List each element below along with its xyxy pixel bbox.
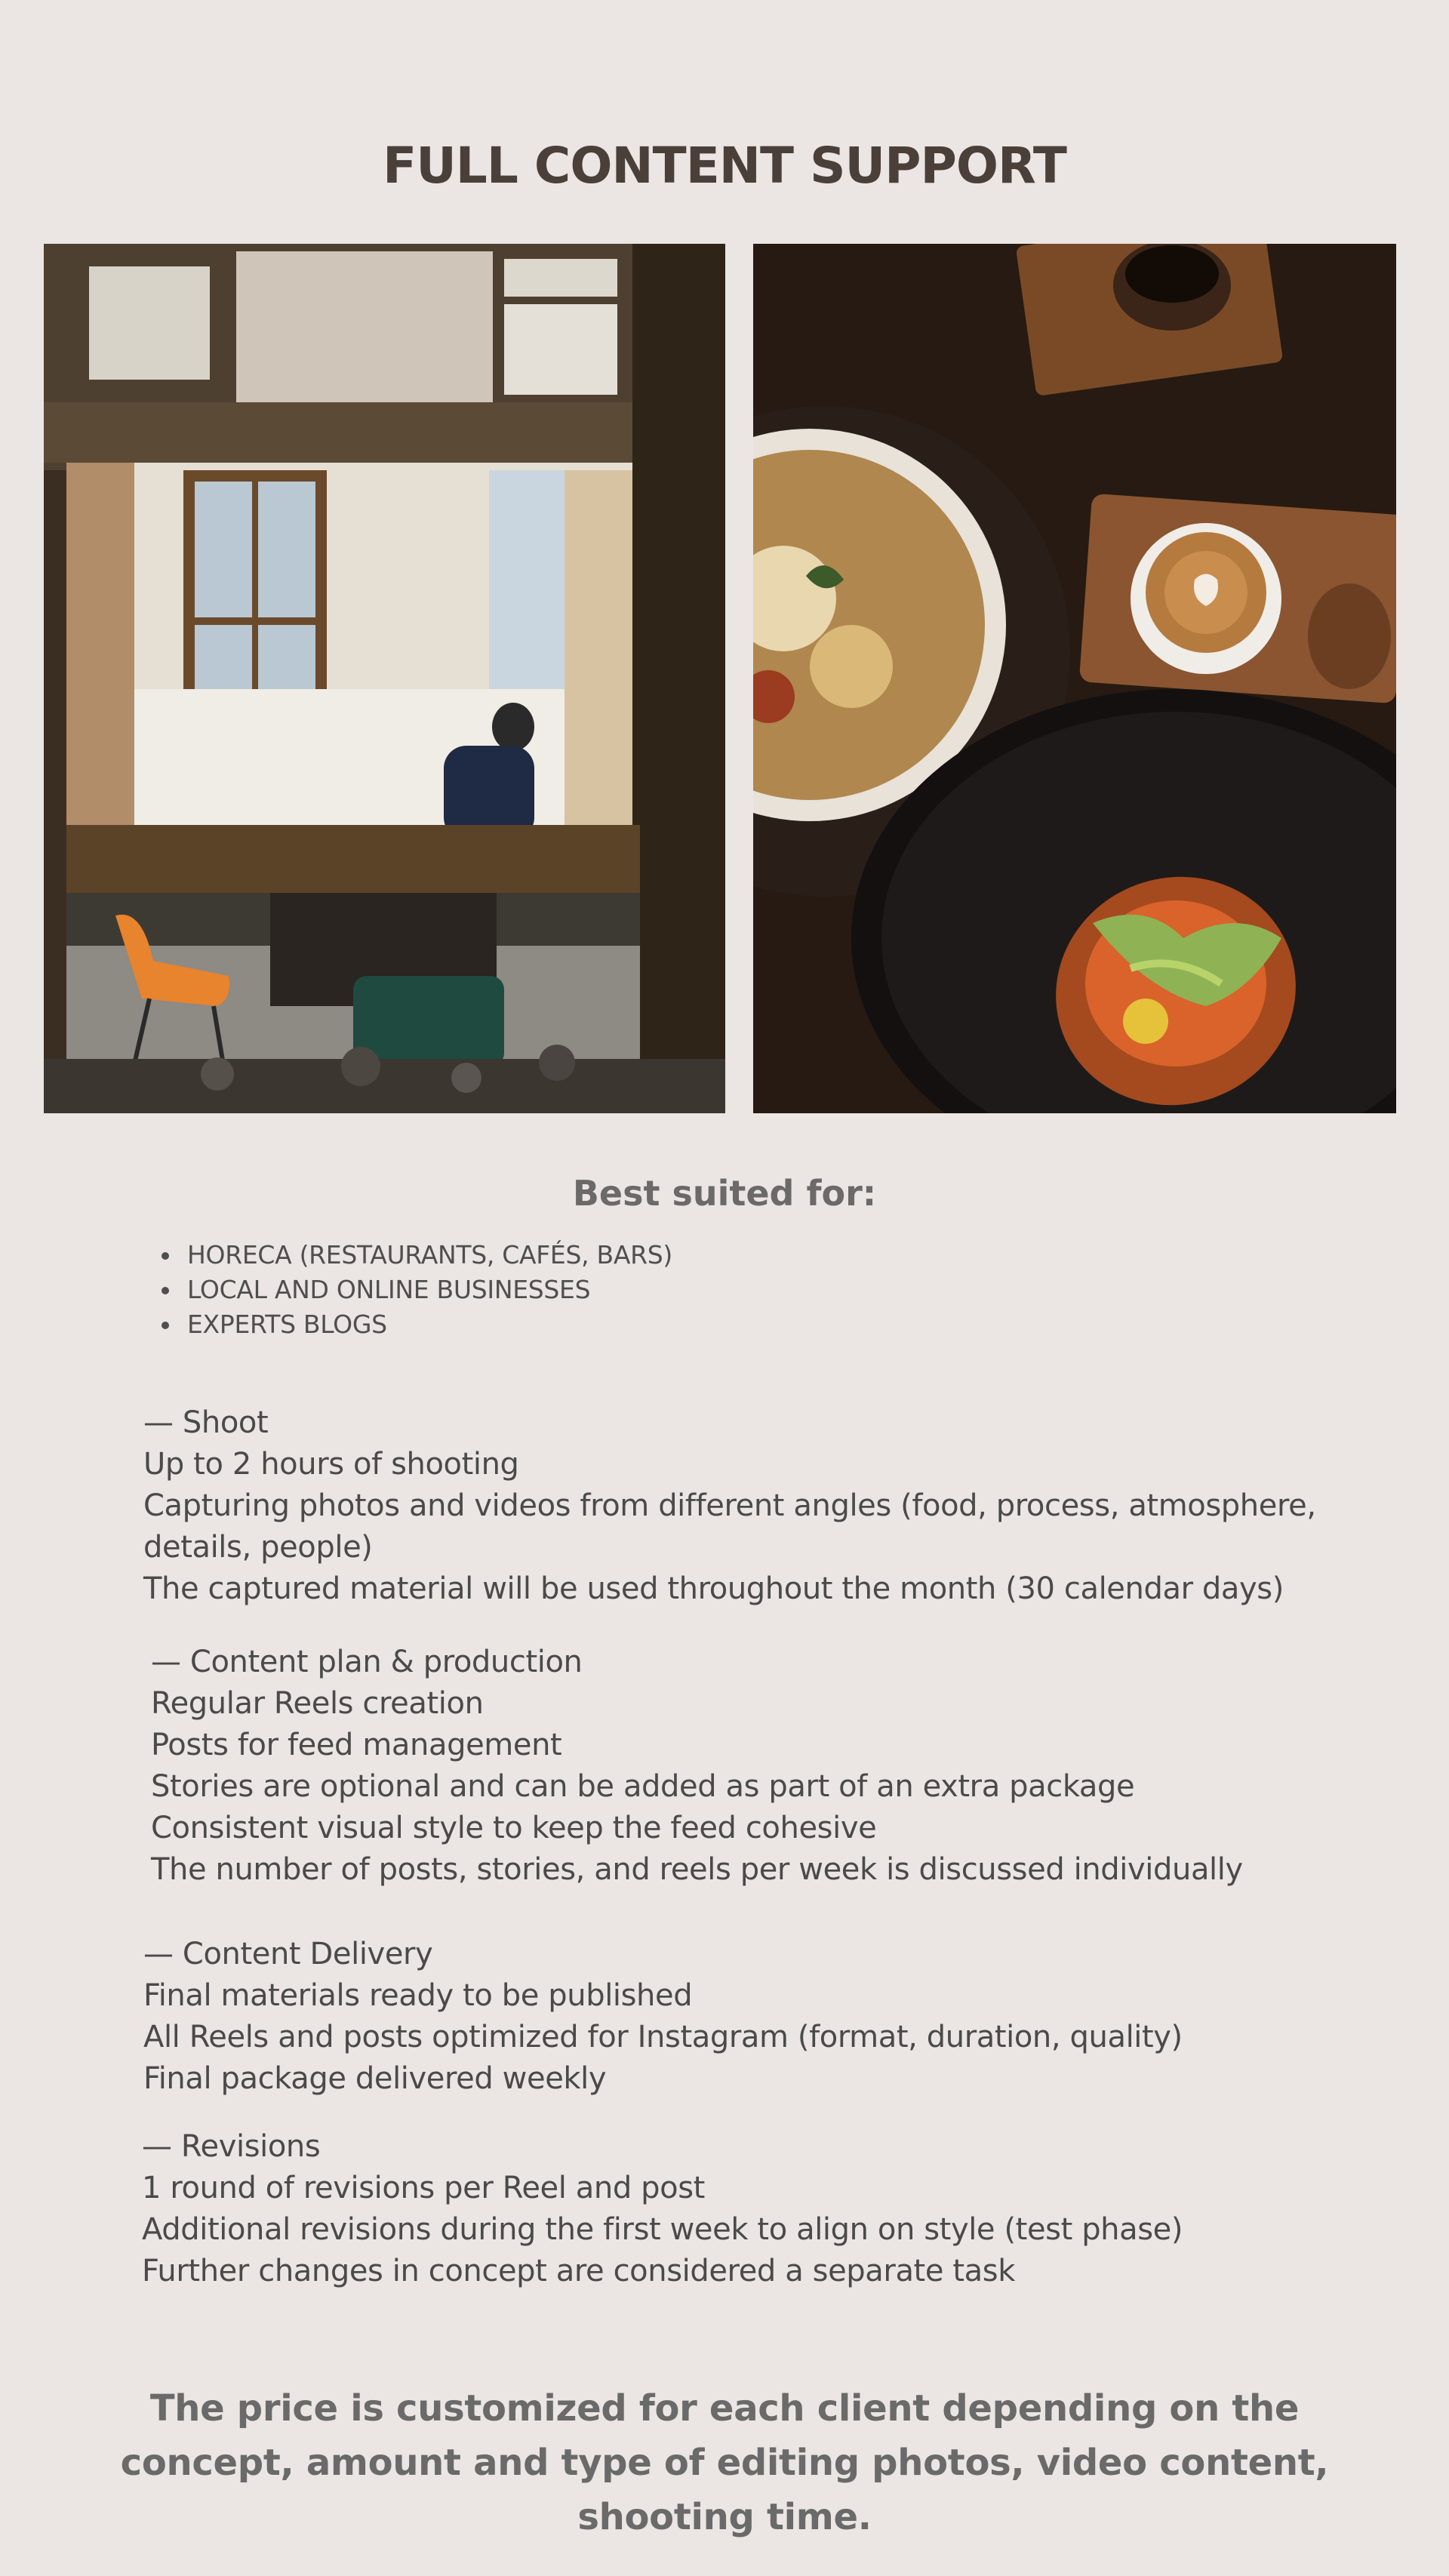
content-delivery-heading: — Content Delivery <box>143 1937 433 1971</box>
revisions-line: Further changes in concept are considered a separate task <box>142 2254 1015 2288</box>
revisions-heading: — Revisions <box>142 2129 321 2164</box>
shoot-section <box>143 1402 1321 1610</box>
content-plan-line: Regular Reels creation <box>151 1686 484 1721</box>
best-suited-list <box>187 1238 672 1342</box>
shoot-line: Capturing photos and videos from different angles (food, process, atmosphere, details, people) <box>143 1488 1316 1565</box>
content-delivery-section <box>143 1934 1183 2100</box>
page-title: FULL CONTENT SUPPORT <box>383 137 1066 195</box>
list-item: HORECA (RESTAURANTS, CAFÉS, BARS) <box>187 1238 672 1273</box>
content-plan-line: The number of posts, stories, and reels per week is discussed individually <box>151 1852 1243 1887</box>
content-delivery-line: All Reels and posts optimized for Instagram (format, duration, quality) <box>143 2020 1183 2054</box>
food-coffee-image <box>753 244 1396 1113</box>
revisions-section <box>142 2126 1183 2292</box>
content-plan-line: Stories are optional and can be added as part of an extra package <box>151 1769 1135 1804</box>
list-item: LOCAL AND ONLINE BUSINESSES <box>187 1273 672 1307</box>
shoot-line: The captured material will be used throughout the month (30 calendar days) <box>143 1571 1284 1606</box>
content-delivery-line: Final materials ready to be published <box>143 1978 693 2013</box>
list-item: EXPERTS BLOGS <box>187 1307 672 1342</box>
cafe-interior-image <box>44 244 725 1113</box>
price-note: The price is customized for each client depending on the concept, amount and type of editing photos, video content, shooting time. <box>120 2387 1329 2538</box>
content-plan-heading: — Content plan & production <box>151 1645 583 1679</box>
best-suited-heading: Best suited for: <box>572 1173 877 1214</box>
content-plan-line: Posts for feed management <box>151 1728 562 1762</box>
content-delivery-line: Final package delivered weekly <box>143 2061 607 2096</box>
content-plan-line: Consistent visual style to keep the feed cohesive <box>151 1811 877 1845</box>
revisions-line: Additional revisions during the first week to align on style (test phase) <box>142 2212 1183 2247</box>
cafe-interior-photo <box>44 244 725 1113</box>
revisions-line: 1 round of revisions per Reel and post <box>142 2171 705 2205</box>
food-coffee-photo <box>753 244 1396 1113</box>
content-plan-section <box>151 1642 1243 1891</box>
shoot-heading: — Shoot <box>143 1405 269 1440</box>
shoot-line: Up to 2 hours of shooting <box>143 1447 519 1482</box>
